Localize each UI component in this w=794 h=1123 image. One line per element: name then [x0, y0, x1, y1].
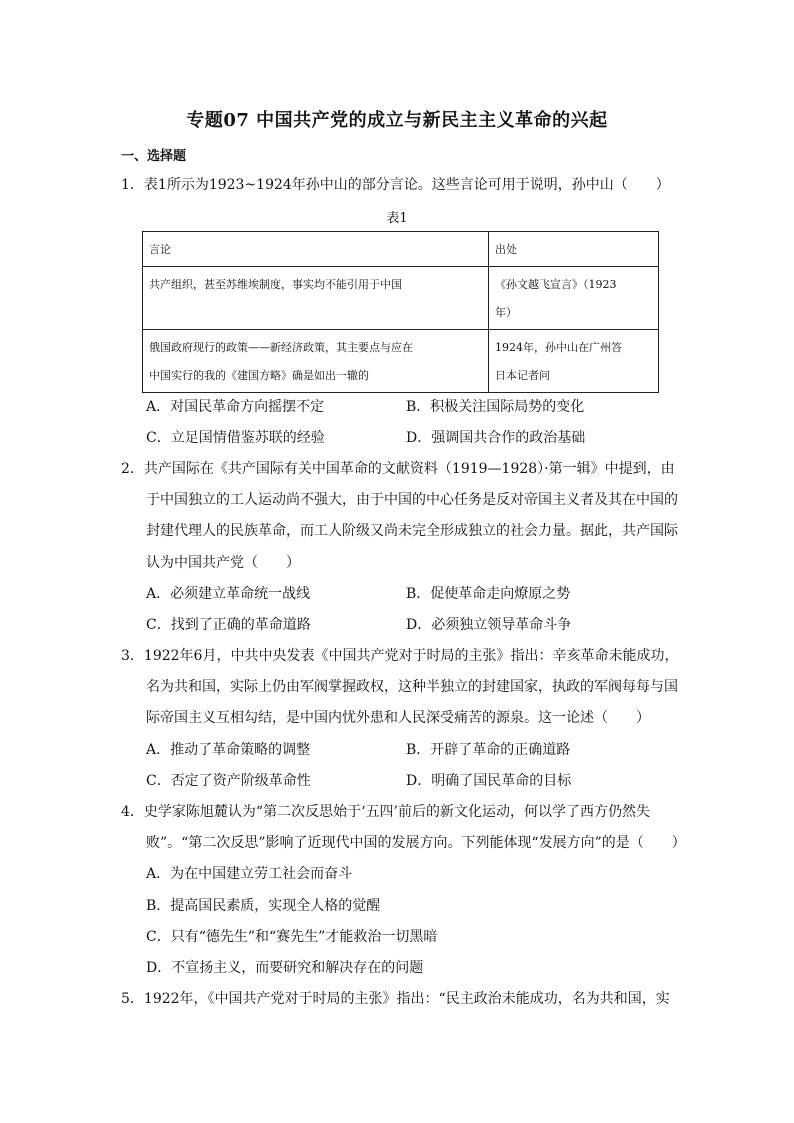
q2-option-a[interactable]: A．必须建立革命统一战线 — [146, 586, 311, 602]
q1-stem: 1．表1所示为1923~1924年孙中山的部分言论。这些言论可用于说明，孙中山（ ） — [121, 177, 670, 193]
q5-stem-line-1: 5．1922年，《中国共产党对于时局的主张》指出：“民主政治未能成功，名为共和国，实 — [121, 991, 670, 1007]
q3-option-d[interactable]: D．明确了国民革命的目标 — [406, 773, 572, 789]
q3-stem-line-3: 际帝国主义互相勾结，是中国内忧外患和人民深受痛苦的源泉。这一论述（ ） — [146, 710, 650, 726]
table-header-speech: 言论 — [143, 232, 489, 267]
table-row — [143, 330, 659, 393]
q2-stem-line-4: 认为中国共产党（ ） — [146, 555, 300, 571]
q4-option-a[interactable]: A．为在中国建立劳工社会而奋斗 — [146, 866, 353, 882]
q2-option-c[interactable]: C．找到了正确的革命道路 — [146, 617, 311, 633]
q2-option-b[interactable]: B．促使革命走向燎原之势 — [406, 586, 571, 602]
q4-option-c[interactable]: C．只有“德先生”和“赛先生”才能救治一切黑暗 — [146, 929, 438, 945]
table-row — [143, 267, 659, 330]
q3-stem-line-2: 名为共和国，实际上仍由军阀掌握政权，这种半独立的封建国家，执政的军阀每每与国 — [146, 679, 678, 695]
table-header-row — [143, 232, 659, 267]
q1-option-c[interactable]: C．立足国情借鉴苏联的经验 — [146, 430, 325, 446]
q4-stem-line-2: 败”。“第二次反思”影响了近现代中国的发展方向。下列能体现“发展方向”的是（ ） — [146, 835, 686, 851]
q1-option-d[interactable]: D．强调国共合作的政治基础 — [406, 430, 586, 446]
q3-option-a[interactable]: A．推动了革命策略的调整 — [146, 742, 311, 758]
q2-option-d[interactable]: D．必须独立领导革命斗争 — [406, 617, 572, 633]
q3-option-b[interactable]: B．开辟了革命的正确道路 — [406, 742, 571, 758]
q2-stem-line-1: 2．共产国际在《共产国际有关中国革命的文献资料（1919—1928）·第一辑》中提到，由 — [121, 461, 675, 477]
q2-stem-line-2: 于中国独立的工人运动尚不强大，由于中国的中心任务是反对帝国主义者及其在中国的 — [146, 492, 678, 508]
q3-stem-line-1: 3．1922年6月，中共中央发表《中国共产党对于时局的主张》指出：辛亥革命未能成功， — [121, 648, 679, 664]
q1-option-b[interactable]: B．积极关注国际局势的变化 — [406, 399, 585, 415]
q4-stem-line-1: 4．史学家陈旭麓认为“第二次反思始于‘五四’前后的新文化运动，何以学了西方仍然失 — [121, 804, 650, 820]
q4-option-b[interactable]: B．提高国民素质，实现全人格的觉醒 — [146, 898, 381, 914]
quote-table — [142, 231, 659, 393]
table-header-source: 出处 — [489, 232, 659, 267]
section-heading: 一、选择题 — [121, 149, 187, 164]
table-cell-speech-1: 共产组织，甚至苏维埃制度，事实均不能引用于中国 — [143, 267, 489, 330]
table-caption: 表1 — [386, 211, 408, 226]
table-cell-source-1: 《孙文越飞宣言》（1923 年） — [489, 267, 659, 330]
q4-option-d[interactable]: D．不宣扬主义，而要研究和解决存在的问题 — [146, 960, 424, 976]
q1-option-a[interactable]: A．对国民革命方向摇摆不定 — [146, 399, 325, 415]
page-title: 专题07 中国共产党的成立与新民主主义革命的兴起 — [186, 110, 608, 131]
q3-option-c[interactable]: C．否定了资产阶级革命性 — [146, 773, 311, 789]
table-cell-source-2: 1924年，孙中山在广州答 日本记者问 — [489, 330, 659, 393]
table-cell-speech-2: 俄国政府现行的政策——新经济政策，其主要点与应在 中国实行的我的《建国方略》确是如出一辙的 — [143, 330, 489, 393]
q2-stem-line-3: 封建代理人的民族革命，而工人阶级又尚未完全形成独立的社会力量。据此，共产国际 — [146, 523, 678, 539]
